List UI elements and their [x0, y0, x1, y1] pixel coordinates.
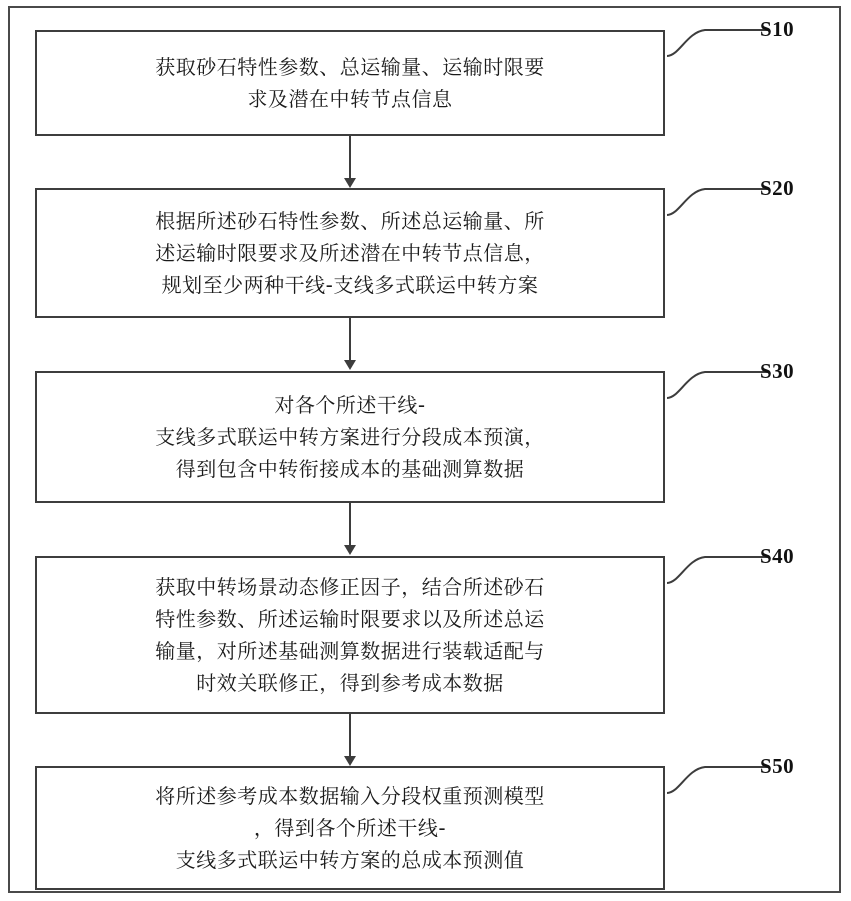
flow-step-s30 [35, 371, 665, 503]
leader-line-s20 [665, 185, 699, 207]
flow-step-s30-label: S30 [760, 359, 795, 383]
flow-step-s20-label: S20 [760, 176, 795, 200]
connector-s10-s20 [349, 136, 351, 180]
leader-line-s10 [665, 26, 699, 48]
flow-step-s10-label: S10 [760, 17, 795, 41]
flow-step-s20-line-2: 述运输时限要求及所述潜在中转节点信息， [155, 241, 545, 265]
leader-line-s50 [665, 763, 699, 785]
flow-step-s50-line-1: 将所述参考成本数据输入分段权重预测模型 [155, 784, 545, 808]
flow-step-s30-line-2: 支线多式联运中转方案进行分段成本预演， [155, 425, 545, 449]
flow-step-s50-line-2: ，得到各个所述干线- [253, 816, 447, 840]
flow-step-s40-line-4: 时效关联修正，得到参考成本数据 [196, 671, 504, 695]
leader-line-s30 [665, 368, 699, 390]
flow-step-s20 [35, 188, 665, 318]
flow-step-s40-line-3: 输量，对所述基础测算数据进行装载适配与 [155, 639, 545, 663]
arrow-s20-s30 [344, 360, 356, 370]
flow-step-s50-line-3: 支线多式联运中转方案的总成本预测值 [175, 848, 525, 872]
flow-step-s20-line-3: 规划至少两种干线-支线多式联运中转方案 [161, 273, 539, 297]
arrow-s40-s50 [344, 756, 356, 766]
flow-step-s50 [35, 766, 665, 890]
connector-s40-s50 [349, 714, 351, 758]
flow-step-s40-line-1: 获取中转场景动态修正因子，结合所述砂石 [155, 575, 545, 599]
flow-step-s40 [35, 556, 665, 714]
flow-step-s10-line-1: 获取砂石特性参数、总运输量、运输时限要 [155, 55, 545, 79]
flow-step-s10-line-2: 求及潜在中转节点信息 [247, 87, 453, 111]
leader-line-s40 [665, 553, 699, 575]
connector-s20-s30 [349, 318, 351, 362]
connector-s30-s40 [349, 503, 351, 547]
flow-step-s40-line-2: 特性参数、所述运输时限要求以及所述总运 [155, 607, 545, 631]
flow-step-s50-label: S50 [760, 754, 795, 778]
arrow-s30-s40 [344, 545, 356, 555]
arrow-s10-s20 [344, 178, 356, 188]
flow-step-s30-line-1: 对各个所述干线- [274, 393, 426, 417]
flow-step-s10 [35, 30, 665, 136]
flow-step-s40-label: S40 [760, 544, 795, 568]
flow-step-s30-line-3: 得到包含中转衔接成本的基础测算数据 [175, 457, 525, 481]
flow-step-s20-line-1: 根据所述砂石特性参数、所述总运输量、所 [155, 209, 545, 233]
